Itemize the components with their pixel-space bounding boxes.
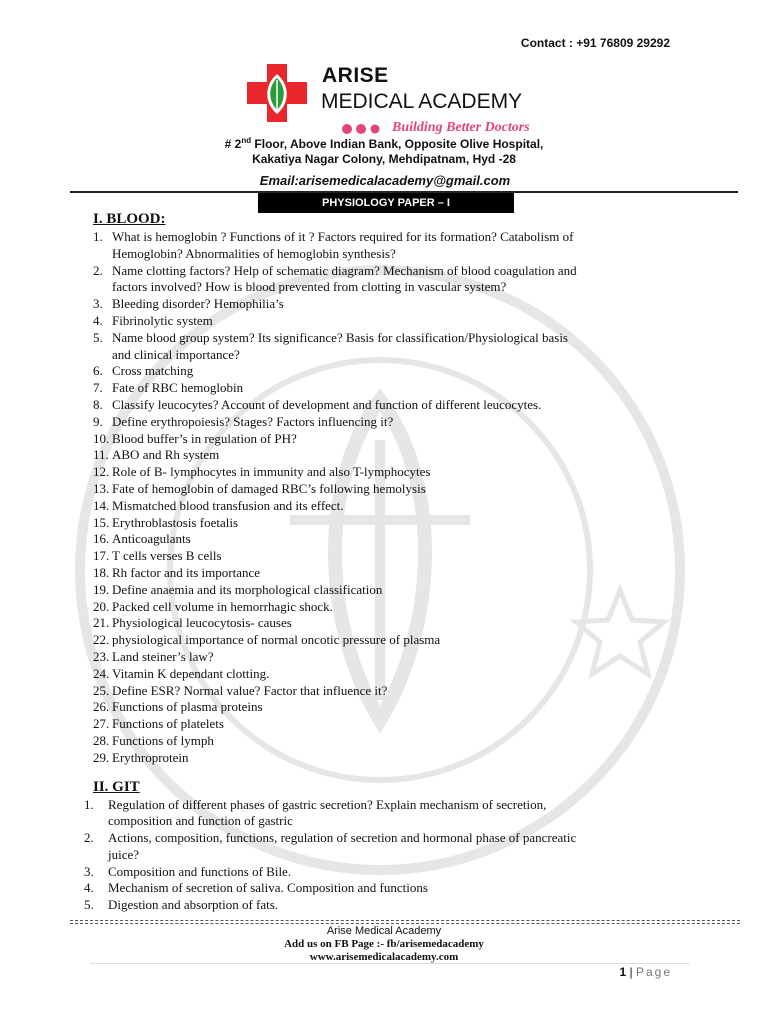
question-item: [93, 414, 683, 431]
footer-divider: [70, 920, 740, 921]
question-number: 13.: [93, 480, 110, 496]
question-item: [93, 666, 683, 683]
question-item: [93, 716, 683, 733]
question-number: 3.: [84, 863, 94, 879]
question-number: 26.: [93, 699, 110, 715]
question-continuation: factors involved? How is blood prevented from clotting in vascular system?: [112, 279, 507, 295]
question-number: 14.: [93, 497, 110, 513]
question-item: [93, 330, 683, 364]
question-content: [84, 210, 683, 914]
question-text: Role of B- lymphocytes in immunity and also T-lymphocytes: [112, 464, 431, 480]
question-item: [93, 683, 683, 700]
page-number: 1 | Page: [619, 965, 672, 979]
section-blood: [93, 210, 683, 767]
tagline: Building Better Doctors: [392, 120, 530, 135]
question-item: [84, 880, 683, 897]
question-number: 15.: [93, 514, 110, 530]
question-item: [93, 531, 683, 548]
question-number: 5.: [84, 897, 94, 913]
question-text: Define ESR? Normal value? Factor that influence it?: [112, 682, 388, 698]
question-item: [93, 582, 683, 599]
question-continuation: and clinical importance?: [112, 346, 240, 362]
question-text: Bleeding disorder? Hemophilia’s: [112, 296, 284, 312]
section-git: [84, 778, 683, 915]
question-number: 2.: [84, 830, 94, 846]
question-item: [93, 363, 683, 380]
question-number: 18.: [93, 564, 110, 580]
question-item: [93, 464, 683, 481]
question-item: [84, 863, 683, 881]
footer-academy-name: Arise Medical Academy: [326, 925, 442, 937]
question-number: 1.: [93, 229, 103, 244]
question-number: 1.: [84, 796, 94, 812]
footer-fb-page: Add us on FB Page :- fb/arisemedacademy: [284, 938, 484, 950]
question-item: [93, 599, 683, 616]
question-text: Physiological leucocytosis- causes: [112, 615, 292, 631]
question-item: [93, 397, 683, 414]
question-number: 11.: [93, 447, 109, 463]
question-text: Functions of lymph: [112, 732, 214, 748]
question-item: [93, 229, 683, 263]
question-text: Fate of RBC hemoglobin: [112, 380, 244, 396]
question-number: 28.: [93, 732, 110, 748]
question-item: [93, 733, 683, 750]
question-item: [93, 515, 683, 532]
brand-subtitle: MEDICAL ACADEMY: [321, 90, 523, 113]
question-text: Cross matching: [112, 363, 194, 379]
email-address: Email:arisemedicalacademy@gmail.com: [259, 173, 511, 188]
question-number: 25.: [93, 682, 110, 698]
question-text: Composition and functions of Bile.: [108, 863, 292, 879]
question-text: Functions of platelets: [112, 716, 224, 732]
tagline-dots-icon: [341, 123, 385, 135]
footer-divider-2: [70, 923, 740, 924]
question-item: [93, 313, 683, 330]
question-text: Erythroblastosis foetalis: [112, 514, 239, 530]
question-number: 6.: [93, 363, 103, 379]
question-item: [93, 263, 683, 297]
footer-rule: [90, 963, 690, 964]
question-text: Blood buffer’s in regulation of PH?: [112, 430, 297, 446]
question-item: [93, 498, 683, 515]
question-item: [84, 897, 683, 914]
question-text: Erythroprotein: [112, 749, 189, 765]
question-item: [93, 431, 683, 448]
address-line-1: # 2nd Floor, Above Indian Bank, Opposite Olive Hospital,: [224, 136, 544, 151]
question-number: 4.: [84, 880, 94, 896]
question-continuation: Hemoglobin? Abnormalities of hemoglobin synthesis?: [112, 245, 396, 261]
question-item: [93, 649, 683, 666]
question-text: Functions of plasma proteins: [112, 699, 263, 715]
question-text: Digestion and absorption of fats.: [108, 897, 279, 913]
question-number: 19.: [93, 581, 110, 597]
question-number: 4.: [93, 312, 103, 328]
paper-title: PHYSIOLOGY PAPER – I: [258, 193, 514, 213]
question-number: 16.: [93, 531, 110, 547]
question-item: [93, 615, 683, 632]
question-text: Packed cell volume in hemorrhagic shock.: [112, 598, 333, 614]
question-number: 12.: [93, 464, 110, 480]
medical-cross-logo-icon: [247, 64, 307, 122]
question-item: [93, 565, 683, 582]
question-text: What is hemoglobin ? Functions of it ? Factors required for its formation? Catabolism of: [112, 229, 574, 244]
question-number: 10.: [93, 430, 110, 446]
question-number: 2.: [93, 262, 103, 278]
question-number: 23.: [93, 648, 110, 664]
question-text: physiological importance of normal oncotic pressure of plasma: [112, 632, 441, 648]
question-number: 5.: [93, 329, 103, 345]
question-number: 24.: [93, 665, 110, 681]
question-number: 21.: [93, 615, 110, 631]
question-number: 27.: [93, 716, 110, 732]
question-number: 7.: [93, 380, 103, 396]
question-text: Actions, composition, functions, regulation of secretion and hormonal phase of pancreatic: [108, 830, 577, 846]
question-text: Name blood group system? Its significance? Basis for classification/Physiological basis: [112, 329, 568, 345]
address-line-2: Kakatiya Nagar Colony, Mehdipatnam, Hyd -28: [252, 152, 516, 166]
question-text: Fibrinolytic system: [112, 312, 213, 328]
question-text: Regulation of different phases of gastric secretion? Explain mechanism of secretion,: [108, 796, 547, 812]
question-text: Name clotting factors? Help of schematic diagram? Mechanism of blood coagulation and: [112, 262, 577, 278]
question-item: [93, 481, 683, 498]
question-text: T cells verses B cells: [112, 548, 222, 564]
contact-number: Contact : +91 76809 29292: [520, 36, 670, 50]
question-text: ABO and Rh system: [112, 447, 220, 463]
blood-question-list: [93, 229, 683, 767]
question-number: 17.: [93, 548, 110, 564]
question-number: 3.: [93, 296, 103, 312]
question-text: Mechanism of secretion of saliva. Composition and functions: [108, 880, 428, 896]
question-number: 29.: [93, 749, 110, 765]
question-item: [93, 447, 683, 464]
question-text: Vitamin K dependant clotting.: [112, 665, 270, 681]
question-text: Classify leucocytes? Account of development and function of different leucocytes.: [112, 396, 542, 412]
brand-name: ARISE: [322, 64, 389, 87]
question-item: [84, 830, 683, 864]
question-item: [93, 632, 683, 649]
git-question-list: [84, 796, 683, 915]
question-number: 20.: [93, 598, 110, 614]
question-continuation: composition and function of gastric: [108, 813, 293, 829]
question-number: 8.: [93, 396, 103, 412]
question-item: [93, 380, 683, 397]
question-text: Fate of hemoglobin of damaged RBC’s following hemolysis: [112, 480, 426, 496]
footer-website: www.arisemedicalacademy.com: [309, 951, 459, 963]
question-item: [93, 296, 683, 313]
question-number: 22.: [93, 632, 110, 648]
question-text: Mismatched blood transfusion and its effect.: [112, 497, 344, 513]
question-text: Define anaemia and its morphological classification: [112, 581, 383, 597]
section-title-blood: I. BLOOD:: [93, 211, 166, 227]
question-item: [93, 699, 683, 716]
question-item: [93, 750, 683, 767]
question-item: [93, 548, 683, 565]
question-continuation: juice?: [108, 846, 140, 862]
question-text: Land steiner’s law?: [112, 648, 214, 664]
section-title-git: II. GIT: [93, 778, 140, 795]
question-number: 9.: [93, 413, 103, 429]
question-text: Rh factor and its importance: [112, 564, 261, 580]
question-text: Anticoagulants: [112, 531, 191, 547]
question-item: [84, 796, 683, 831]
question-text: Define erythropoiesis? Stages? Factors influencing it?: [112, 413, 394, 429]
